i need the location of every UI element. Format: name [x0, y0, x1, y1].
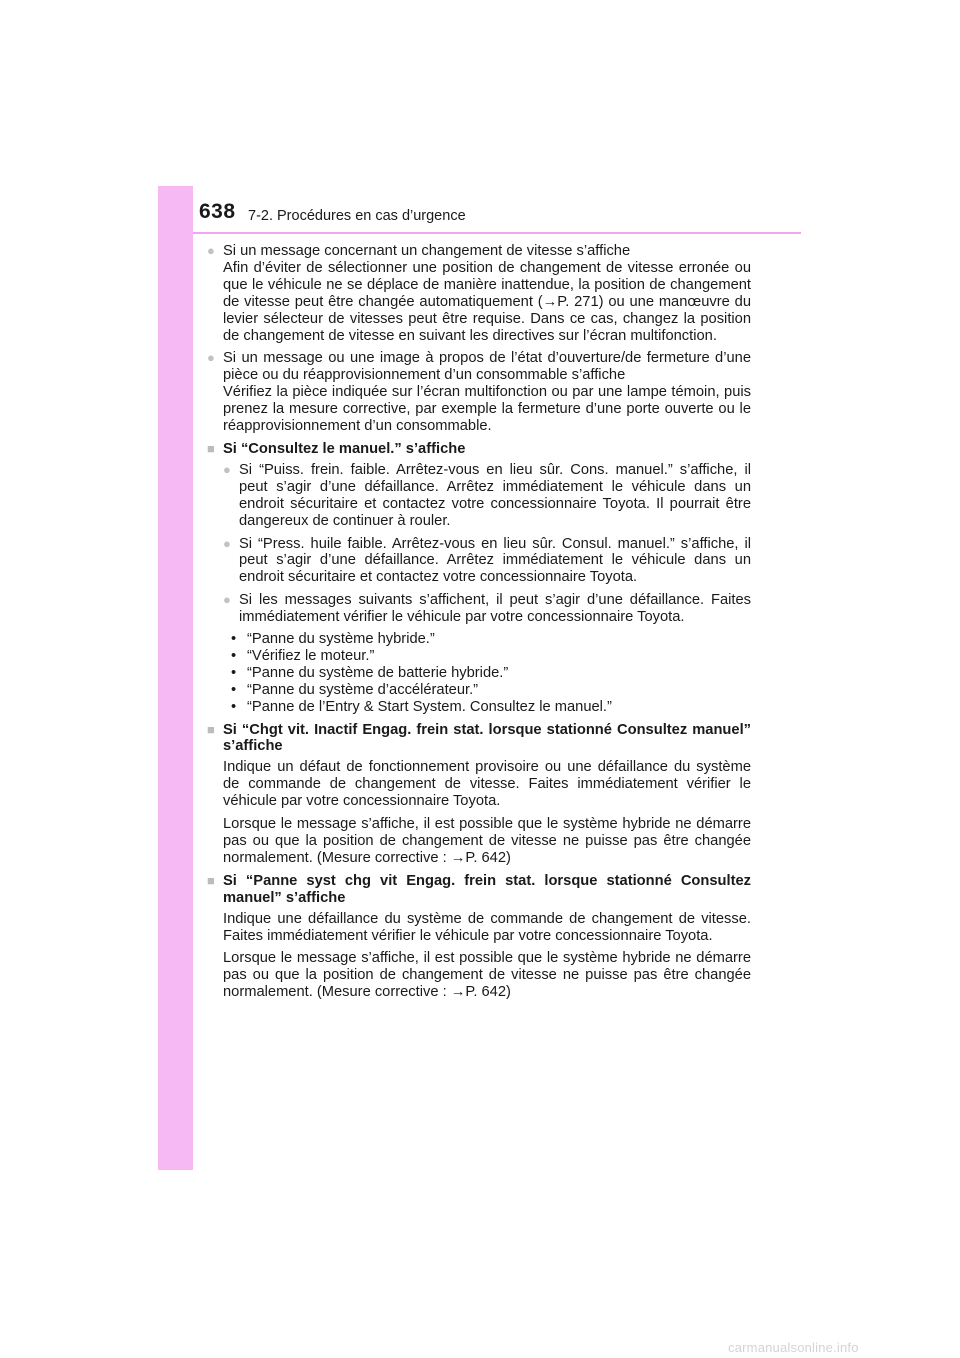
- dot-bullet-icon: •: [231, 631, 237, 648]
- circle-bullet-icon: ●: [223, 461, 231, 477]
- section-heading: ■ Si “Panne syst chg vit Engag. frein stat. lorsque stationné Consultez manuel” s’affiche: [207, 872, 751, 906]
- page-number: 638: [199, 200, 236, 223]
- page-content: [207, 243, 751, 1007]
- paragraph: Lorsque le message s’affiche, il est possible que le système hybride ne démarre pas ou que la position de changement de vitesse ne puisse pas être changée normalement. (Mesure corrective : →P. 642): [223, 950, 751, 1001]
- circle-bullet-icon: ●: [223, 592, 231, 608]
- side-tab-bar: [158, 186, 193, 1170]
- paragraph: Indique un défaut de fonctionnement provisoire ou une défaillance du système de commande de changement de vitesse. Faites immédiatement vérifier le véhicule par votre concessionnaire Toyota.: [223, 759, 751, 810]
- square-bullet-icon: ■: [207, 872, 215, 888]
- message-list-item: • “Panne du système de batterie hybride.”: [231, 664, 509, 681]
- paragraph: Lorsque le message s’affiche, il est possible que le système hybride ne démarre pas ou que la position de changement de vitesse ne puisse pas être changée normalement. (Mesure corrective : →P. 642): [223, 816, 751, 866]
- circle-bullet-icon: ●: [207, 243, 215, 258]
- item-text: Si “Press. huile faible. Arrêtez-vous en lieu sûr. Consul. manuel.” s’affiche, il peut s’agir d’une défaillance. Arrêtez immédiatement le véhicule dans un endroit sécuritaire et contactez votre concessionnaire Toyota.: [239, 535, 751, 586]
- item-title: Si un message ou une image à propos de l’état d’ouverture/de fermeture d’une pièce ou du réapprovisionnement d’un consommable s’affiche: [223, 350, 751, 384]
- item-text: Afin d’éviter de sélectionner une position de changement de vitesse erronée ou que le véhicule ne se déplace de manière inattendue, la position de changement de vitesse peut être changée automatiquement (→P. 271) ou une manœuvre du levier sélecteur de vitesses peut être requise. Dans ce cas, changez la position de changement de vitesse en suivant les directives sur l’écran multifonction.: [223, 259, 751, 344]
- dot-bullet-icon: •: [231, 647, 237, 664]
- item-text: Si “Puiss. frein. faible. Arrêtez-vous en lieu sûr. Cons. manuel.” s’affiche, il peut s’agir d’une défaillance. Arrêtez immédiatement le véhicule dans un endroit sécuritaire et contactez votre concessionnaire Toyota. Il pourrait être dangereux de continuer à rouler.: [239, 461, 751, 529]
- list-item: [207, 243, 751, 344]
- item-text: Vérifiez la pièce indiquée sur l’écran multifonction ou par une lampe témoin, puis prenez la mesure corrective, par exemple la fermeture d’une porte ouverte ou le réapprovisionnement d’un consommable.: [223, 384, 751, 435]
- item-title: Si un message concernant un changement de vitesse s’affiche: [223, 243, 631, 259]
- message-list-item: • “Panne de l’Entry & Start System. Consultez le manuel.”: [231, 698, 612, 715]
- list-item: [223, 536, 751, 587]
- message-list: [231, 631, 751, 716]
- message-list-item: • “Panne du système hybride.”: [231, 631, 435, 648]
- list-item: [223, 462, 751, 530]
- list-item: [207, 350, 751, 435]
- square-bullet-icon: ■: [207, 440, 215, 456]
- dot-bullet-icon: •: [231, 681, 237, 698]
- header-rule: [193, 232, 801, 234]
- dot-bullet-icon: •: [231, 664, 237, 681]
- section-heading: ■ Si “Chgt vit. Inactif Engag. frein stat. lorsque stationné Consultez manuel” s’affiche: [207, 721, 751, 755]
- paragraph: Indique une défaillance du système de commande de changement de vitesse. Faites immédiatement vérifier le véhicule par votre concessionnaire Toyota.: [223, 910, 751, 944]
- section-heading: ■ Si “Consultez le manuel.” s’affiche: [207, 440, 466, 457]
- list-item: [223, 592, 751, 626]
- square-bullet-icon: ■: [207, 721, 215, 737]
- dot-bullet-icon: •: [231, 698, 237, 715]
- watermark-text: carmanualsonline.info: [728, 1340, 859, 1355]
- message-list-item: • “Panne du système d’accélérateur.”: [231, 681, 479, 698]
- message-list-item: • “Vérifiez le moteur.”: [231, 647, 375, 664]
- circle-bullet-icon: ●: [207, 350, 215, 366]
- item-text: Si les messages suivants s’affichent, il peut s’agir d’une défaillance. Faites immédiatement vérifier le véhicule par votre concessionnaire Toyota.: [239, 592, 751, 626]
- circle-bullet-icon: ●: [223, 535, 231, 551]
- section-title: 7-2. Procédures en cas d’urgence: [248, 208, 466, 224]
